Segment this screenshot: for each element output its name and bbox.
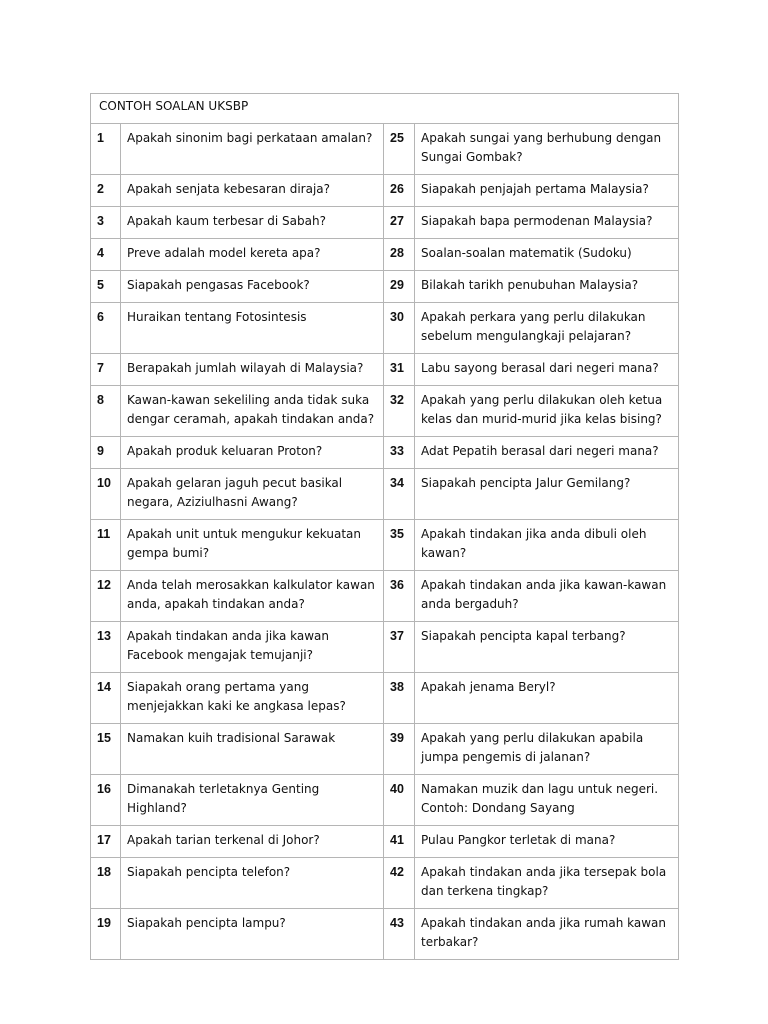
question-text: Siapakah pencipta telefon? — [121, 858, 384, 909]
table-row — [91, 826, 679, 858]
question-text: Pulau Pangkor terletak di mana? — [415, 826, 679, 858]
table-row — [91, 271, 679, 303]
table-row — [91, 469, 679, 520]
question-number: 19 — [91, 909, 121, 960]
question-text: Apakah yang perlu dilakukan oleh ketua kelas dan murid-murid jika kelas bising? — [415, 386, 679, 437]
table-row — [91, 124, 679, 175]
question-text: Soalan-soalan matematik (Sudoku) — [415, 239, 679, 271]
table-row — [91, 437, 679, 469]
question-text: Kawan-kawan sekeliling anda tidak suka dengar ceramah, apakah tindakan anda? — [121, 386, 384, 437]
question-text: Berapakah jumlah wilayah di Malaysia? — [121, 354, 384, 386]
question-text: Labu sayong berasal dari negeri mana? — [415, 354, 679, 386]
question-number: 9 — [91, 437, 121, 469]
table-row — [91, 858, 679, 909]
question-number: 26 — [384, 175, 415, 207]
question-number: 10 — [91, 469, 121, 520]
question-text: Apakah produk keluaran Proton? — [121, 437, 384, 469]
question-number: 33 — [384, 437, 415, 469]
question-text: Apakah tindakan anda jika rumah kawan terbakar? — [415, 909, 679, 960]
table-row — [91, 386, 679, 437]
question-number: 12 — [91, 571, 121, 622]
question-number: 38 — [384, 673, 415, 724]
question-number: 5 — [91, 271, 121, 303]
question-number: 28 — [384, 239, 415, 271]
question-text: Siapakah bapa permodenan Malaysia? — [415, 207, 679, 239]
question-number: 34 — [384, 469, 415, 520]
document-page — [90, 93, 678, 960]
question-number: 40 — [384, 775, 415, 826]
question-text: Apakah yang perlu dilakukan apabila jumpa pengemis di jalanan? — [415, 724, 679, 775]
question-number: 3 — [91, 207, 121, 239]
question-text: Apakah jenama Beryl? — [415, 673, 679, 724]
question-text: Apakah tindakan anda jika kawan-kawan anda bergaduh? — [415, 571, 679, 622]
question-text: Apakah tarian terkenal di Johor? — [121, 826, 384, 858]
question-number: 18 — [91, 858, 121, 909]
question-number: 30 — [384, 303, 415, 354]
table-row — [91, 303, 679, 354]
table-row — [91, 239, 679, 271]
question-text: Siapakah pencipta lampu? — [121, 909, 384, 960]
question-number: 17 — [91, 826, 121, 858]
table-row — [91, 571, 679, 622]
question-number: 15 — [91, 724, 121, 775]
question-number: 25 — [384, 124, 415, 175]
question-number: 14 — [91, 673, 121, 724]
question-table — [90, 93, 679, 960]
question-number: 1 — [91, 124, 121, 175]
table-title: CONTOH SOALAN UKSBP — [91, 94, 679, 124]
question-number: 42 — [384, 858, 415, 909]
question-text: Apakah kaum terbesar di Sabah? — [121, 207, 384, 239]
question-number: 43 — [384, 909, 415, 960]
question-text: Apakah tindakan jika anda dibuli oleh kawan? — [415, 520, 679, 571]
table-row — [91, 909, 679, 960]
question-number: 31 — [384, 354, 415, 386]
question-text: Siapakah pencipta kapal terbang? — [415, 622, 679, 673]
question-number: 7 — [91, 354, 121, 386]
question-text: Apakah tindakan anda jika tersepak bola dan terkena tingkap? — [415, 858, 679, 909]
question-text: Apakah gelaran jaguh pecut basikal negara, Aziziulhasni Awang? — [121, 469, 384, 520]
question-number: 4 — [91, 239, 121, 271]
table-row — [91, 673, 679, 724]
question-number: 2 — [91, 175, 121, 207]
question-text: Preve adalah model kereta apa? — [121, 239, 384, 271]
question-text: Bilakah tarikh penubuhan Malaysia? — [415, 271, 679, 303]
table-row — [91, 622, 679, 673]
table-row — [91, 775, 679, 826]
table-row — [91, 175, 679, 207]
table-title-row — [91, 94, 679, 124]
question-text: Apakah sungai yang berhubung dengan Sungai Gombak? — [415, 124, 679, 175]
table-row — [91, 724, 679, 775]
question-number: 11 — [91, 520, 121, 571]
question-text: Siapakah pengasas Facebook? — [121, 271, 384, 303]
question-number: 16 — [91, 775, 121, 826]
question-text: Huraikan tentang Fotosintesis — [121, 303, 384, 354]
question-number: 37 — [384, 622, 415, 673]
question-text: Anda telah merosakkan kalkulator kawan anda, apakah tindakan anda? — [121, 571, 384, 622]
question-number: 35 — [384, 520, 415, 571]
question-number: 39 — [384, 724, 415, 775]
table-row — [91, 354, 679, 386]
table-row — [91, 520, 679, 571]
question-text: Siapakah penjajah pertama Malaysia? — [415, 175, 679, 207]
question-text: Apakah unit untuk mengukur kekuatan gempa bumi? — [121, 520, 384, 571]
question-text: Apakah tindakan anda jika kawan Facebook mengajak temujanji? — [121, 622, 384, 673]
question-text: Namakan kuih tradisional Sarawak — [121, 724, 384, 775]
question-number: 27 — [384, 207, 415, 239]
question-number: 41 — [384, 826, 415, 858]
question-number: 36 — [384, 571, 415, 622]
table-row — [91, 207, 679, 239]
question-number: 32 — [384, 386, 415, 437]
question-number: 6 — [91, 303, 121, 354]
question-number: 29 — [384, 271, 415, 303]
question-number: 13 — [91, 622, 121, 673]
question-text: Siapakah pencipta Jalur Gemilang? — [415, 469, 679, 520]
question-text: Siapakah orang pertama yang menjejakkan kaki ke angkasa lepas? — [121, 673, 384, 724]
question-text: Adat Pepatih berasal dari negeri mana? — [415, 437, 679, 469]
question-number: 8 — [91, 386, 121, 437]
question-text: Dimanakah terletaknya Genting Highland? — [121, 775, 384, 826]
question-text: Apakah sinonim bagi perkataan amalan? — [121, 124, 384, 175]
question-text: Namakan muzik dan lagu untuk negeri. Contoh: Dondang Sayang — [415, 775, 679, 826]
question-text: Apakah senjata kebesaran diraja? — [121, 175, 384, 207]
question-text: Apakah perkara yang perlu dilakukan sebelum mengulangkaji pelajaran? — [415, 303, 679, 354]
